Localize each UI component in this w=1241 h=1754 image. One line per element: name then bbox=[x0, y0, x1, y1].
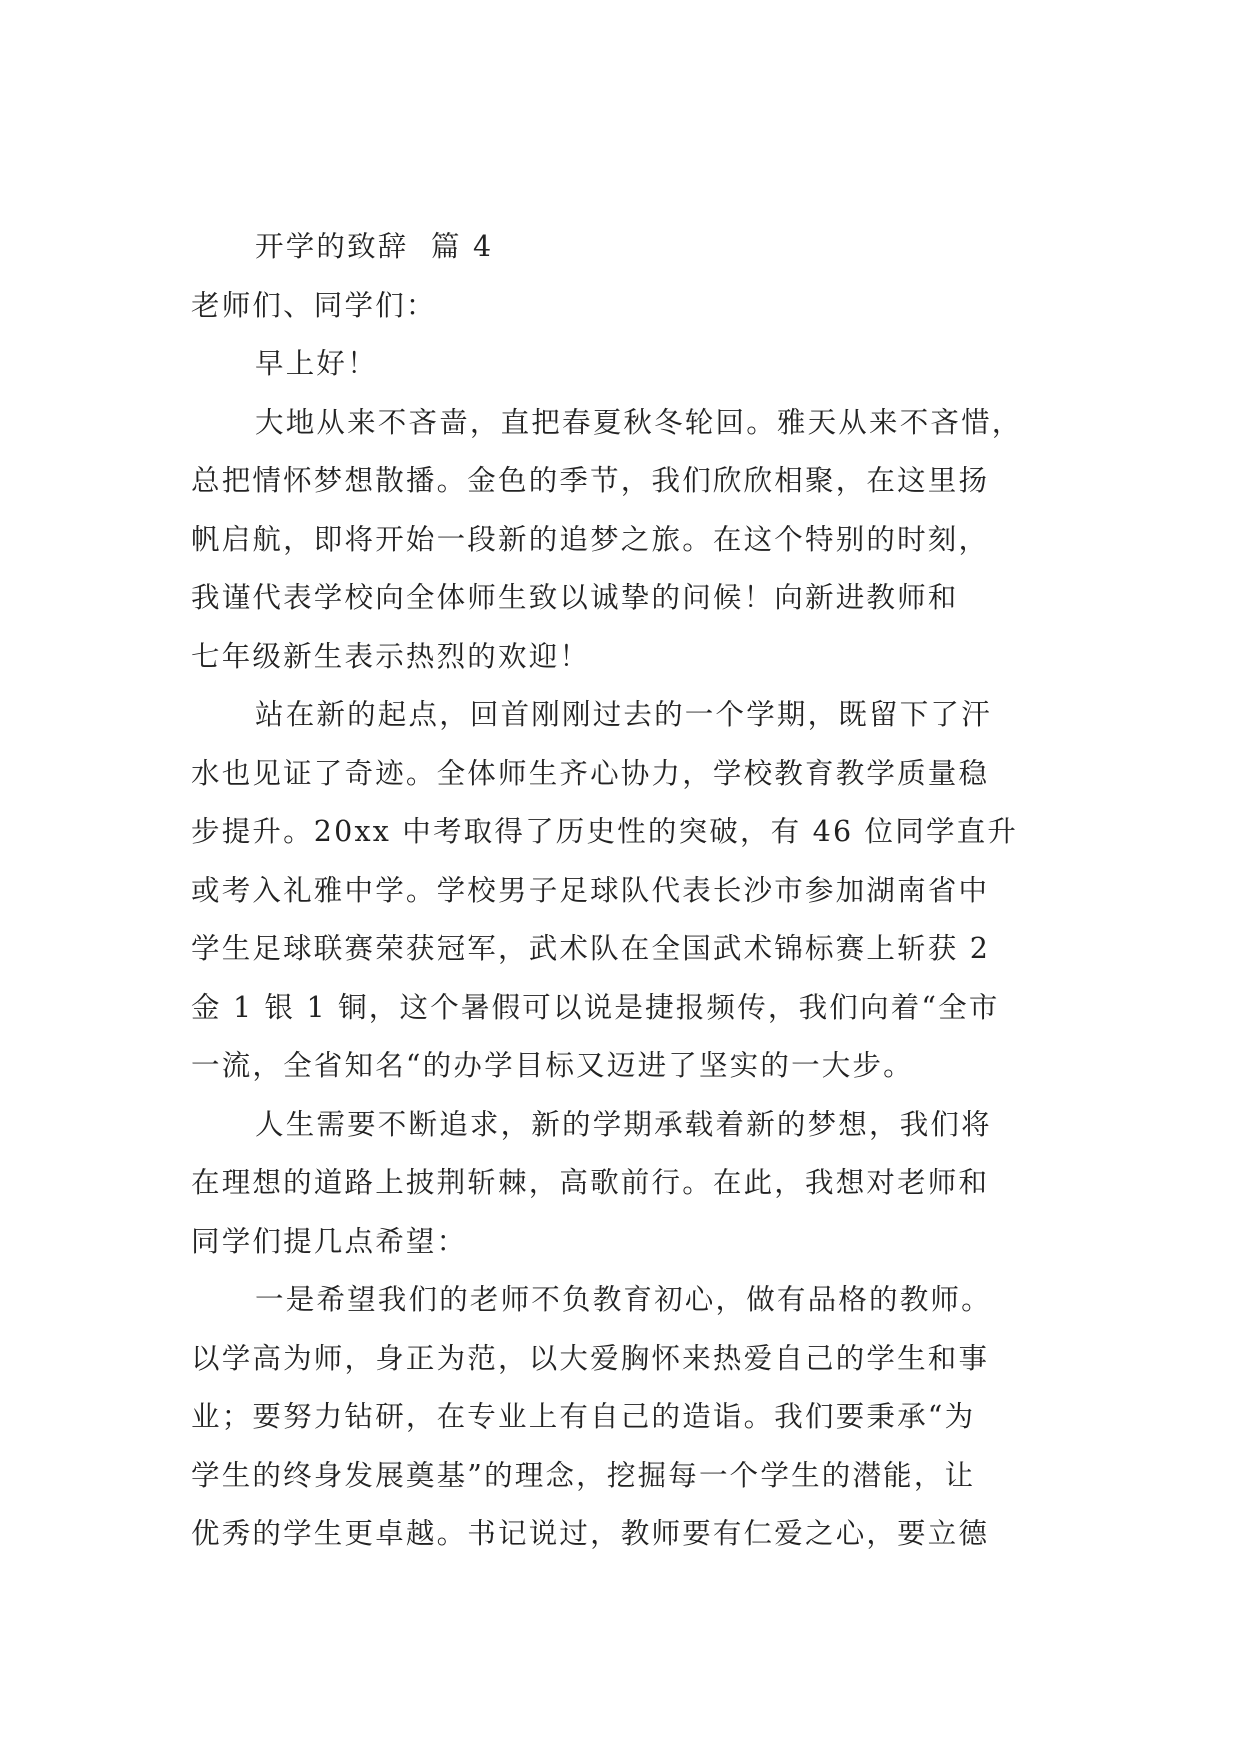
greeting: 早上好！ bbox=[255, 347, 378, 380]
paragraph-line: 学生足球联赛荣获冠军，武术队在全国武术锦标赛上斩获 2 bbox=[191, 932, 991, 965]
paragraph-line: 优秀的学生更卓越。书记说过，教师要有仁爱之心，要立德 bbox=[191, 1517, 990, 1550]
paragraph-line: 学生的终身发展奠基”的理念，挖掘每一个学生的潜能，让 bbox=[191, 1458, 976, 1492]
paragraph-line: 大地从来不吝啬，直把春夏秋冬轮回。雅天从来不吝惜， bbox=[255, 405, 1023, 439]
paragraph-4 bbox=[191, 1271, 1051, 1564]
document-body bbox=[191, 218, 1051, 1564]
document-title: 开学的致辞 篇 4 bbox=[255, 230, 494, 263]
paragraph-line: 金 1 银 1 铜，这个暑假可以说是捷报频传，我们向着“全市 bbox=[191, 990, 1000, 1024]
paragraph-line: 总把情怀梦想散播。金色的季节，我们欣欣相聚，在这里扬 bbox=[191, 464, 990, 497]
paragraph-line: 人生需要不断追求，新的学期承载着新的梦想，我们将 bbox=[255, 1107, 992, 1141]
paragraph-line: 步提升。20xx 中考取得了历史性的突破，有 46 位同学直升 bbox=[191, 815, 1019, 848]
paragraph-line: 一是希望我们的老师不负教育初心，做有品格的教师。 bbox=[255, 1283, 992, 1316]
paragraph-line: 同学们提几点希望： bbox=[191, 1224, 468, 1258]
paragraph-line: 在理想的道路上披荆斩棘，高歌前行。在此，我想对老师和 bbox=[191, 1166, 990, 1199]
paragraph-line: 一流，全省知名“的办学目标又迈进了坚实的一大步。 bbox=[191, 1049, 914, 1082]
paragraph-2 bbox=[191, 686, 1051, 1096]
paragraph-line: 以学高为师，身正为范，以大爱胸怀来热爱自己的学生和事 bbox=[191, 1341, 990, 1375]
paragraph-3 bbox=[191, 1096, 1051, 1272]
salutation: 老师们、同学们： bbox=[191, 288, 437, 322]
paragraph-line: 七年级新生表示热烈的欢迎！ bbox=[191, 639, 591, 673]
paragraph-line: 我谨代表学校向全体师生致以诚挚的问候！向新进教师和 bbox=[191, 581, 959, 614]
paragraph-line: 站在新的起点，回首刚刚过去的一个学期，既留下了汗 bbox=[255, 698, 992, 731]
paragraph-line: 或考入礼雅中学。学校男子足球队代表长沙市参加湖南省中 bbox=[191, 873, 990, 907]
paragraph-line: 业；要努力钻研，在专业上有自己的造诣。我们要秉承“为 bbox=[191, 1400, 976, 1433]
paragraph-line: 水也见证了奇迹。全体师生齐心协力，学校教育教学质量稳 bbox=[191, 756, 990, 790]
paragraph-1 bbox=[191, 394, 1051, 687]
paragraph-line: 帆启航，即将开始一段新的追梦之旅。在这个特别的时刻， bbox=[191, 522, 990, 556]
